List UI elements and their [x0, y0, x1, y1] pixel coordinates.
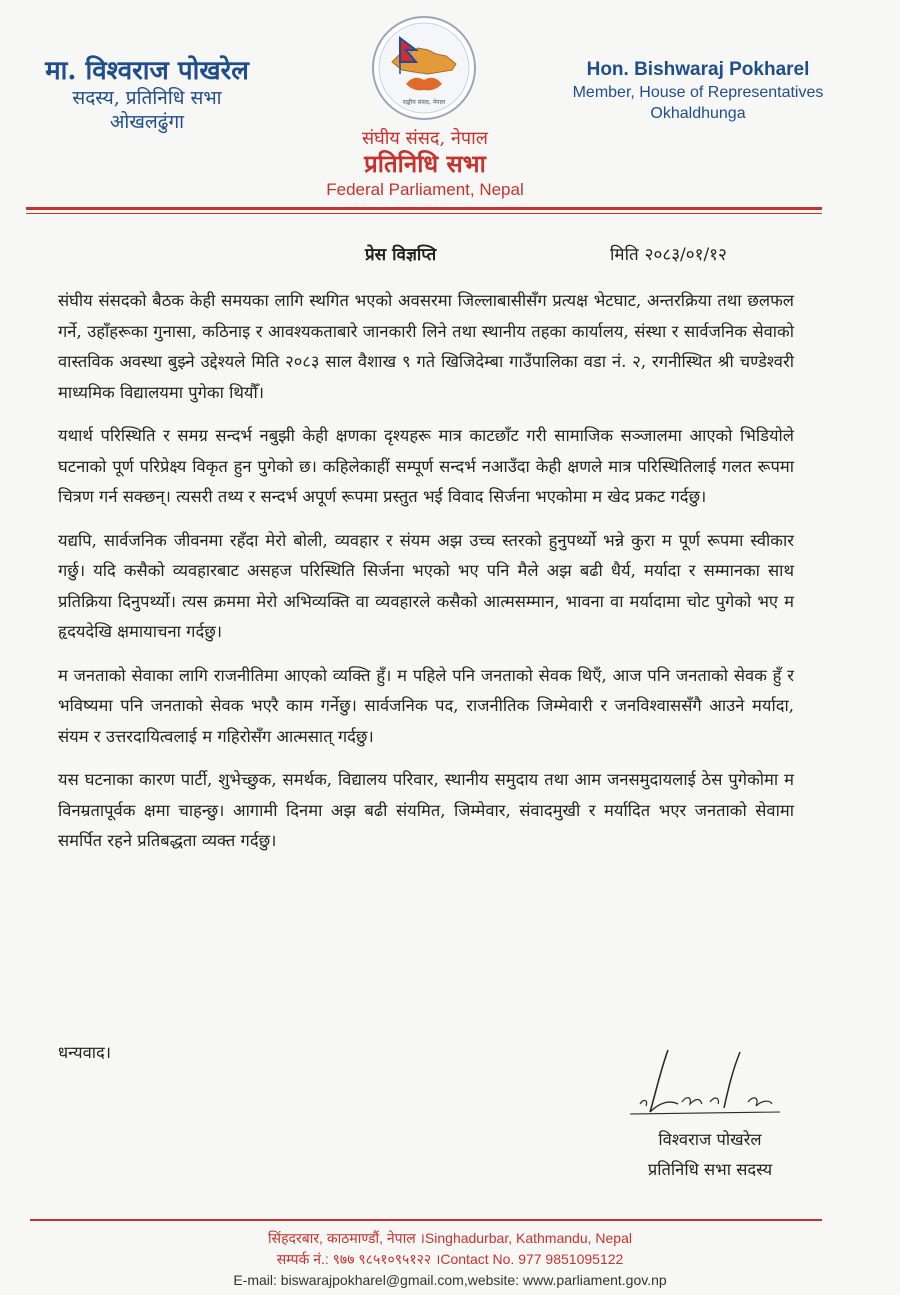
- member-position-nepali: सदस्य, प्रतिनिधि सभा: [72, 87, 222, 109]
- footer-email-website: E-mail: biswarajpokharel@gmail.com,website: www.parliament.gov.np: [233, 1272, 667, 1288]
- member-district-nepali: ओखलढुंगा: [109, 111, 185, 133]
- member-position-english: Member, House of Representatives: [572, 84, 824, 101]
- date-label: मिति: [610, 245, 639, 265]
- member-name-english: Hon. Bishwaraj Pokharel: [586, 59, 810, 80]
- footer-address: सिंहदरबार, काठमाण्डौं, नेपाल ।Singhadurbar, Kathmandu, Nepal: [268, 1230, 632, 1246]
- header-divider-thick: [26, 207, 822, 210]
- footer-contact: सम्पर्क नं.: ९७७ ९८५१०९५१२२ ।Contact No. 977 9851095122: [276, 1251, 624, 1267]
- header-divider-thin: [26, 213, 822, 214]
- paragraph-1: संघीय संसदको बैठक केही समयका लागि स्थगित भएको अवसरमा जिल्लाबासीसँग प्रत्यक्ष भेटघाट, अन्तरक्रिया तथा छलफल गर्ने, उहाँहरूका गुनासा, कठिनाइ र आवश्यकताबारे जानकारी लिने तथा स्थानीय तहका कार्यालय, संस्था र सार्वजनिक सेवाको वास्तविक अवस्था बुझ्ने उद्देश्यले मिति २०८३ साल वैशाख ९ गते खिजिदेम्बा गाउँपालिका वडा नं. २, रगनीस्थित श्री चण्डेश्वरी माध्यमिक विद्यालयमा पुगेका थियौँ।: [58, 291, 794, 402]
- paragraph-5: यस घटनाका कारण पार्टी, शुभेच्छुक, समर्थक, विद्यालय परिवार, स्थानीय समुदाय तथा आम जनसमुदायलाई ठेस पुगेकोमा म विनम्रतापूर्वक क्षमा चाहन्छु। आगामी दिनमा अझ बढी संयमित, जिम्मेवार, संवादमुखी र मर्यादित भएर जनताको सेवामा समर्पित रहने प्रतिबद्धता व्यक्त गर्दछु।: [58, 770, 794, 850]
- member-district-english: Okhaldhunga: [650, 105, 746, 122]
- header-left: [22, 56, 272, 134]
- document-title: प्रेस विज्ञप्ति: [365, 245, 437, 265]
- federal-parliament-nepali: संघीय संसद, नेपाल: [361, 128, 489, 149]
- document-date: [610, 242, 727, 265]
- paragraph-2: यथार्थ परिस्थिति र समग्र सन्दर्भ नबुझी केही क्षणका दृश्यहरू मात्र काटछाँट गरी सामाजिक सञ्जालमा आएको भिडियोले घटनाको पूर्ण परिप्रेक्ष्य विकृत हुन पुगेको छ। कहिलेकाहीं सम्पूर्ण सन्दर्भ नआउँदा केही क्षणले मात्र परिस्थितिलाई गलत रूपमा चित्रण गर्न सक्छन्। त्यसरी तथ्य र सन्दर्भ अपूर्ण रूपमा प्रस्तुत भई विवाद सिर्जना भएकोमा म खेद प्रकट गर्दछु।: [58, 426, 794, 506]
- header-center: [290, 128, 560, 202]
- house-of-representatives-nepali: प्रतिनिधि सभा: [364, 149, 486, 178]
- signatory-role: प्रतिनिधि सभा सदस्य: [647, 1160, 773, 1179]
- date-value: २०८३/०१/१२: [644, 245, 727, 265]
- footer: [0, 1228, 900, 1291]
- emblem-caption: सङ्घीय संसद, नेपाल: [402, 99, 446, 106]
- federal-parliament-english: Federal Parliament, Nepal: [326, 180, 524, 199]
- signatory-name: विश्वराज पोखरेल: [658, 1130, 762, 1149]
- handwritten-signature-icon: [620, 1042, 790, 1122]
- member-name-nepali: मा. विश्वराज पोखरेल: [45, 56, 249, 86]
- signatory-block: [610, 1125, 810, 1185]
- footer-divider: [30, 1219, 822, 1221]
- paragraph-4: म जनताको सेवाका लागि राजनीतिमा आएको व्यक्ति हुँ। म पहिले पनि जनताको सेवक थिएँ, आज पनि जनताको सेवक हुँ र भविष्यमा पनि जनताको सेवक भएरै काम गर्नेछु। सार्वजनिक पद, राजनीतिक जिम्मेवारी र जनविश्वाससँगै आउने मर्यादा, संयम र उत्तरदायित्वलाई म गहिरोसँग आत्मसात् गर्दछु।: [58, 665, 794, 746]
- closing-thanks: धन्यवाद।: [58, 1043, 112, 1062]
- parliament-emblem-icon: [370, 14, 478, 122]
- paragraph-3: यद्यपि, सार्वजनिक जीवनमा रहँदा मेरो बोली, व्यवहार र संयम अझ उच्च स्तरको हुनुपर्थ्यो भन्ने कुरा म पूर्ण रूपमा स्वीकार गर्छु। यदि कसैको व्यवहारबाट असहज परिस्थिति सिर्जना भएको भए पनि मैले अझ बढी धैर्य, मर्यादा र सम्मानका साथ प्रतिक्रिया दिनुपर्थ्यो। त्यस क्रममा मेरो अभिव्यक्ति वा व्यवहारले कसैको आत्मसम्मान, भावना वा मर्यादामा चोट पुगेको भए म हृदयदेखि क्षमायाचना गर्दछु।: [58, 530, 794, 641]
- document-body: [58, 286, 794, 870]
- header-right: [548, 58, 848, 124]
